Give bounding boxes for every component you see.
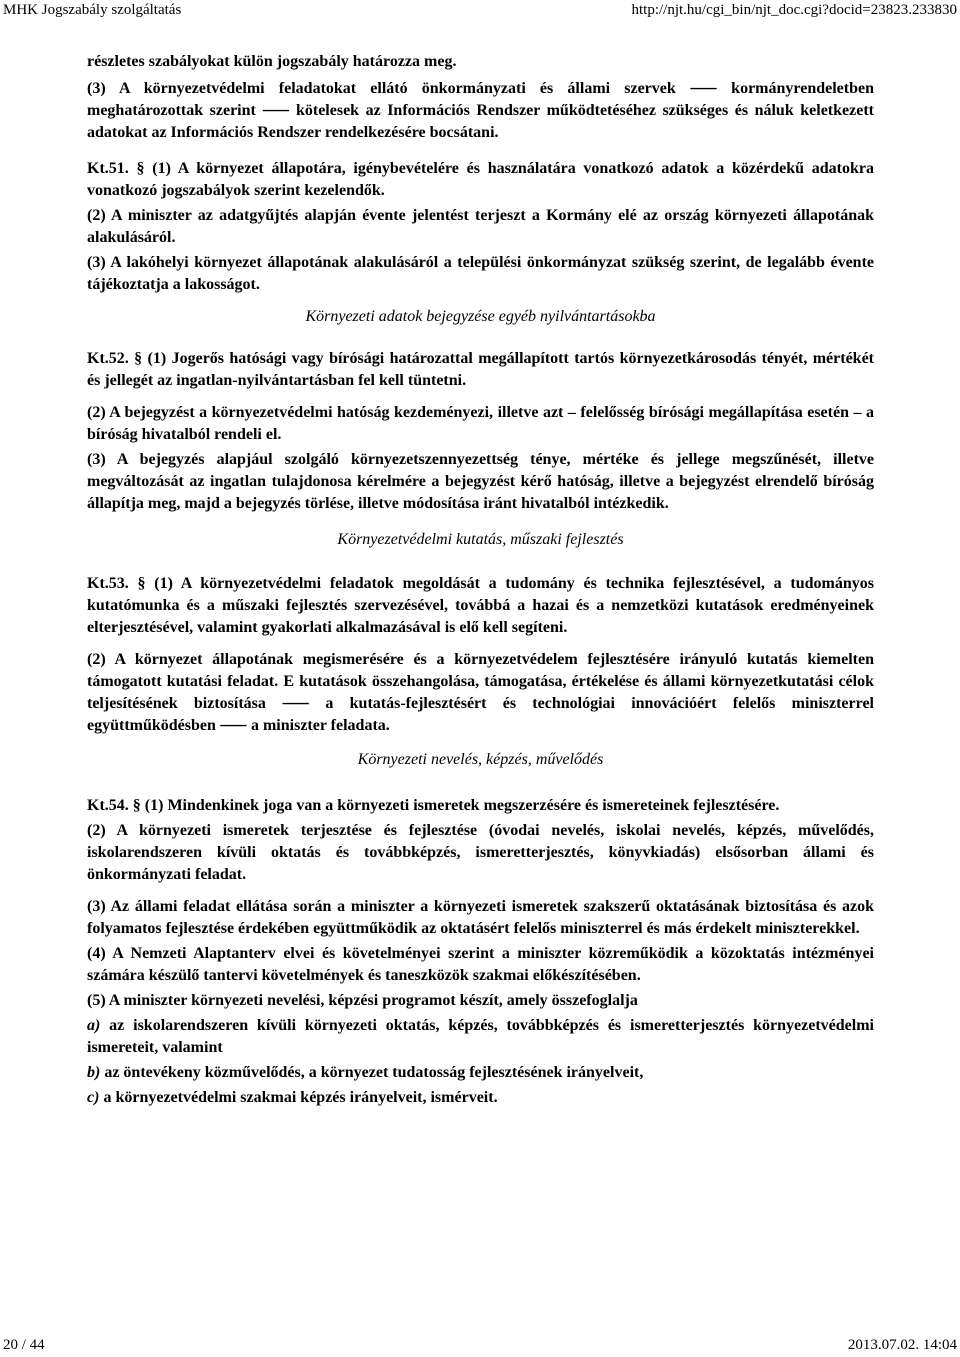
print-header: [0, 0, 960, 24]
section-52-3: [87, 449, 874, 515]
section-52-2: [87, 402, 874, 446]
section-53-1: [87, 573, 874, 639]
list-item-a: [87, 1015, 874, 1059]
paragraph-text: (1) A környezetvédelmi feladatok megoldását a tudomány és technika fejlesztésével, a tudományos kutatómunka és a műszaki fejlesztés szervezésével, továbbá a hazai és a nemzetközi kutatások eredményeinek elterjesztésével, valamint gyakorlati alkalmazásával is elő kell segíteni.: [87, 575, 874, 636]
paragraph-text: (2) A környezet állapotának megismerésére és a környezetvédelem fejlesztésére irányuló kutatás kiemelten támogatott kutatási feladat. E kutatások összehangolása, támogatása, értékelése és állami környezetkutatási célok teljesítésének biztosítása ⸺ a kutatás-fejlesztésért és technológiai innovációért felelős miniszterrel együttműködésben ⸺ a miniszter feladata.: [87, 651, 874, 734]
print-footer: [0, 1333, 960, 1357]
section-54-5: [87, 990, 874, 1012]
paragraph: [87, 51, 874, 73]
section-number: Kt.53. §: [87, 575, 155, 592]
section-number: Kt.52. §: [87, 350, 148, 367]
paragraph-text: (3) A bejegyzés alapjául szolgáló környezetszennyezettség ténye, mértéke és jellege megszűnését, illetve megváltozását az ingatlan tulajdonosa kérelmére a bejegyzést kérő hatóság, illetve a bejegyzést elrendelő bíróság állapítja meg, majd a bejegyzés törlése, illetve módosítása iránt hivatalból intézkedik.: [87, 451, 874, 512]
paragraph-text: részletes szabályokat külön jogszabály határozza meg.: [87, 53, 457, 70]
header-url: http://njt.hu/cgi_bin/njt_doc.cgi?docid=23823.233830: [631, 2, 957, 18]
paragraph-text: (1) Jogerős hatósági vagy bírósági határozattal megállapított tartós környezetkárosodás tényét, mértékét és jellegét az ingatlan-nyilvántartásban fel kell tüntetni.: [87, 350, 874, 389]
paragraph-text: (1) A környezet állapotára, igénybevételére és használatára vonatkozó adatok a közérdekű adatokra vonatkozó jogszabályok szerint kezelendők.: [87, 160, 874, 199]
paragraph-text: (3) A lakóhelyi környezet állapotának alakulásáról a települési önkormányzat szükség szerint, de legalább évente tájékoztatja a lakosságot.: [87, 254, 874, 293]
section-number: Kt.51. §: [87, 160, 153, 177]
paragraph-text: (1) Mindenkinek joga van a környezeti ismeretek megszerzésére és ismereteinek fejlesztésére.: [144, 797, 780, 814]
paragraph: [87, 78, 874, 144]
section-heading: Környezetvédelmi kutatás, műszaki fejlesztés: [337, 531, 624, 548]
section-54-1: [87, 795, 874, 817]
section-54-3: [87, 896, 874, 940]
paragraph-text: a környezetvédelmi szakmai képzés irányelveit, ismérveit.: [99, 1089, 498, 1106]
paragraph-text: (4) A Nemzeti Alaptanterv elvei és követelményei szerint a miniszter közreműködik a közoktatás intézményei számára készülő tantervi követelmények és taneszközök szakmai előkészítésében.: [87, 945, 874, 984]
section-heading: Környezeti adatok bejegyzése egyéb nyilvántartásokba: [305, 308, 656, 325]
section-53-2: [87, 649, 874, 737]
paragraph-text: (3) Az állami feladat ellátása során a miniszter a környezeti ismeretek szakszerű oktatásának biztosítása és azok folyamatos fejlesztése érdekében együttműködik az oktatásért felelős miniszterrel és más érdekelt miniszterekkel.: [87, 898, 874, 937]
paragraph-text: (3) A környezetvédelmi feladatokat ellátó önkormányzati és állami szervek ⸺ kormányrendeletben meghatározottak szerint ⸺ kötelesek az Információs Rendszer működtetéséhez szükséges és náluk keletkezett adatokat az Információs Rendszer rendelkezésére bocsátani.: [87, 80, 874, 141]
section-number: Kt.54. §: [87, 797, 145, 814]
section-54-4: [87, 943, 874, 987]
section-heading: Környezeti nevelés, képzés, művelődés: [357, 751, 604, 768]
list-item-c: [87, 1087, 874, 1109]
paragraph-text: (2) A bejegyzést a környezetvédelmi hatóság kezdeményezi, illetve azt – felelősség bírósági megállapítása esetén – a bíróság hivatalból rendeli el.: [87, 404, 874, 443]
header-title: MHK Jogszabály szolgáltatás: [3, 2, 182, 18]
document-body: [87, 51, 874, 1112]
section-52-1: [87, 348, 874, 392]
list-label: b): [87, 1064, 101, 1081]
list-label: c): [87, 1089, 100, 1106]
paragraph-text: (2) A környezeti ismeretek terjesztése és fejlesztése (óvodai nevelés, iskolai nevelés, képzés, művelődés, iskolarendszeren kívüli oktatás és továbbképzés, ismeretterjesztés, könyvkiadás) elsősorban állami és önkormányzati feladat.: [87, 822, 874, 883]
section-51-2: [87, 205, 874, 249]
print-datetime: 2013.07.02. 14:04: [847, 1337, 957, 1353]
list-label: a): [87, 1017, 101, 1034]
section-54-2: [87, 820, 874, 886]
paragraph-text: az öntevékeny közművelődés, a környezet tudatosság fejlesztésének irányelveit,: [100, 1064, 644, 1081]
paragraph-text: (5) A miniszter környezeti nevelési, képzési programot készít, amely összefoglalja: [87, 992, 638, 1009]
section-51-1: [87, 158, 874, 202]
section-51-3: [87, 252, 874, 296]
list-item-b: [87, 1062, 874, 1084]
paragraph-text: (2) A miniszter az adatgyűjtés alapján évente jelentést terjeszt a Kormány elé az ország környezeti állapotának alakulásáról.: [87, 207, 874, 246]
page-number: 20 / 44: [3, 1337, 45, 1353]
paragraph-text: az iskolarendszeren kívüli környezeti oktatás, képzés, továbbképzés és ismeretterjesztés környezetvédelmi ismereteit, valamint: [87, 1017, 874, 1056]
